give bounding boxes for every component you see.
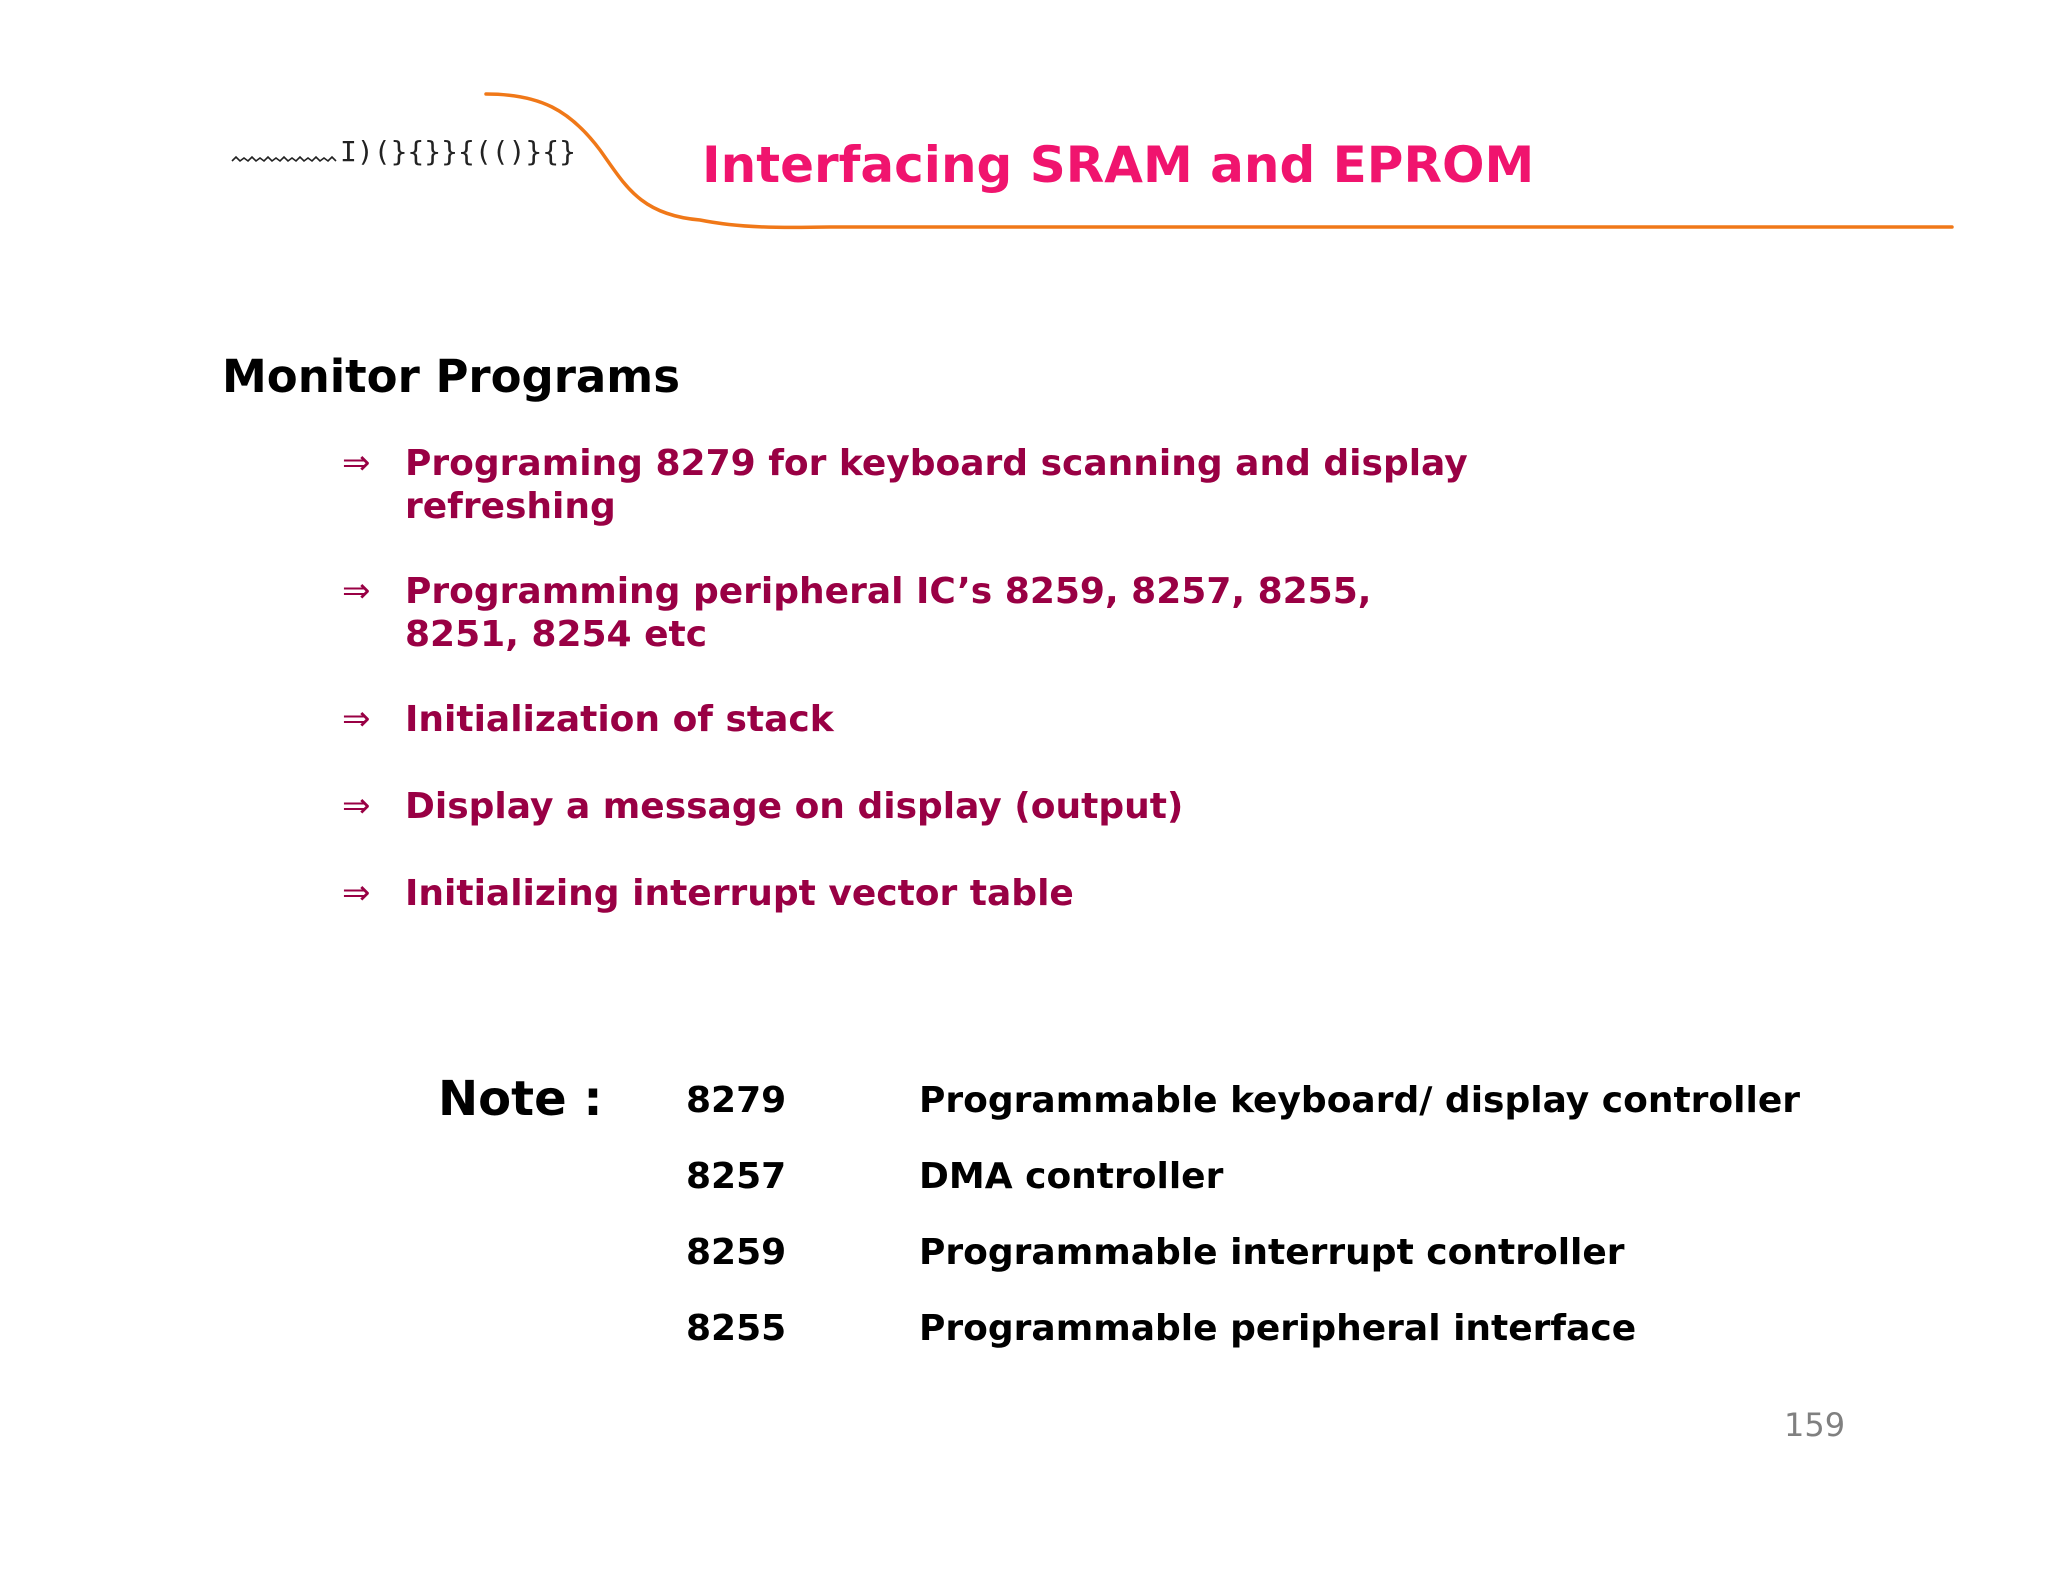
double-arrow-icon: ⇒: [342, 873, 371, 913]
list-item: [340, 872, 1540, 915]
double-arrow-icon: ⇒: [342, 443, 371, 483]
bullet-text: Initialization of stack: [405, 699, 834, 740]
ic-description: Programmable interrupt controller: [919, 1232, 1625, 1273]
list-item: [340, 698, 1540, 741]
table-row: [686, 1079, 1800, 1155]
slide-title: Interfacing SRAM and EPROM: [702, 136, 1535, 194]
bullet-text: Display a message on display (output): [405, 786, 1184, 827]
ic-description: Programmable peripheral interface: [919, 1308, 1637, 1349]
double-arrow-icon: ⇒: [342, 699, 371, 739]
list-item: [340, 570, 1540, 656]
double-arrow-icon: ⇒: [342, 786, 371, 826]
table-row: [686, 1155, 1800, 1231]
ic-code: 8257: [686, 1156, 787, 1197]
bullet-text: Programing 8279 for keyboard scanning and display refreshing: [405, 443, 1468, 527]
bullet-text: Programming peripheral IC’s 8259, 8257, 8255, 8251, 8254 etc: [405, 571, 1372, 655]
institution-logo: [230, 125, 577, 175]
note-label: Note :: [438, 1071, 603, 1127]
page-number: 159: [1784, 1406, 1846, 1444]
ic-code: 8259: [686, 1232, 787, 1273]
ic-description: DMA controller: [919, 1156, 1224, 1197]
section-heading: Monitor Programs: [222, 350, 680, 403]
bullet-text: Initializing interrupt vector table: [405, 873, 1074, 914]
list-item: [340, 442, 1540, 528]
list-item: [340, 785, 1540, 828]
note-table: [686, 1079, 1800, 1383]
ic-code: 8279: [686, 1080, 787, 1121]
ic-code: 8255: [686, 1308, 787, 1349]
bullet-list: [340, 442, 1540, 959]
svg-text:I)(}{}}{(()}{}: I)(}{}}{(()}{}: [340, 135, 577, 168]
table-row: [686, 1307, 1800, 1383]
double-arrow-icon: ⇒: [342, 571, 371, 611]
ic-description: Programmable keyboard/ display controller: [919, 1080, 1800, 1121]
table-row: [686, 1231, 1800, 1307]
